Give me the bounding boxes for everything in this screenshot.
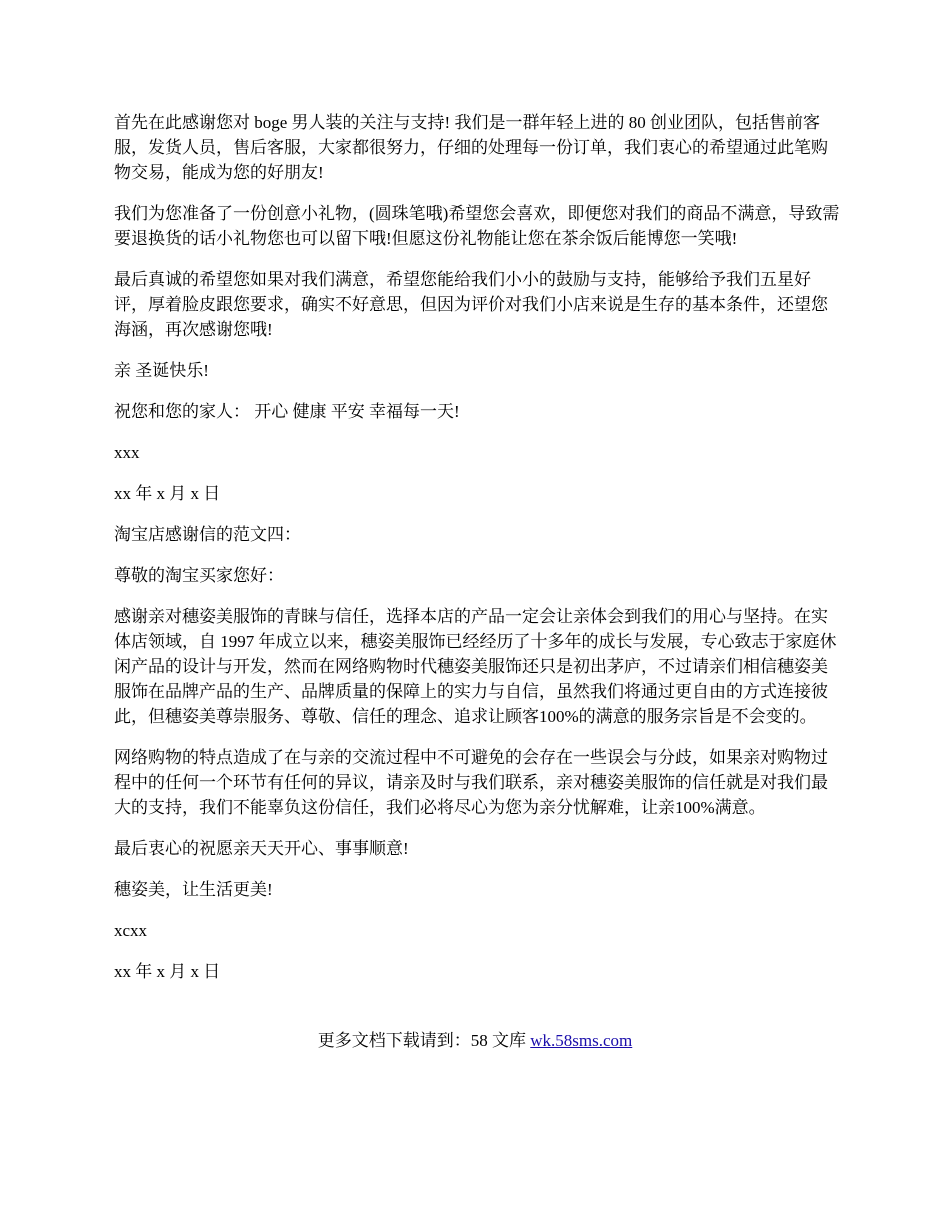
paragraph-family-wishes: 祝您和您的家人： 开心 健康 平安 幸福每一天!	[114, 402, 460, 421]
paragraph-online-shopping: 网络购物的特点造成了在与亲的交流过程中不可避免的会存在一些误会与分歧，如果亲对购物过程中的任何一个环节有任何的异议，请亲及时与我们联系，亲对穗姿美服饰的信任就是对我们最大的支持，我们不能辜负这份信任，我们必将尽心为您为亲分忧解难，让亲100%满意。	[114, 748, 828, 817]
brand-slogan: 穗姿美，让生活更美!	[114, 880, 273, 899]
signature-date-2: xx 年 x 月 x 日	[114, 962, 221, 981]
download-footer	[0, 1028, 950, 1053]
paragraph-christmas-greeting: 亲 圣诞快乐!	[114, 361, 209, 380]
footer-prefix: 更多文档下载请到：58 文库	[317, 1031, 531, 1050]
signature-date: xx 年 x 月 x 日	[114, 484, 221, 503]
paragraph-gift: 我们为您准备了一份创意小礼物，(圆珠笔哦)希望您会喜欢，即便您对我们的商品不满意，导致需要退换货的话小礼物您也可以留下哦!但愿这份礼物能让您在茶余饭后能博您一笑哦!	[114, 204, 840, 248]
salutation: 尊敬的淘宝买家您好：	[114, 566, 284, 585]
footer-link[interactable]: wk.58sms.com	[530, 1031, 633, 1050]
document-body	[114, 110, 840, 1000]
section-heading-example-four: 淘宝店感谢信的范文四：	[114, 525, 301, 544]
signature-name-2: xcxx	[114, 921, 148, 940]
paragraph-intro-thanks: 首先在此感谢您对 boge 男人装的关注与支持! 我们是一群年轻上进的 80 创业团队，包括售前客服，发货人员，售后客服，大家都很努力，仔细的处理每一份订单，我们衷心的希望通过此笔购物交易，能成为您的好朋友!	[114, 113, 828, 182]
paragraph-review-request: 最后真诚的希望您如果对我们满意，希望您能给我们小小的鼓励与支持，能够给予我们五星好评，厚着脸皮跟您要求，确实不好意思，但因为评价对我们小店来说是生存的基本条件，还望您海涵，再次感谢您哦!	[114, 270, 828, 339]
signature-name: xxx	[114, 443, 140, 462]
paragraph-final-wishes: 最后衷心的祝愿亲天天开心、事事顺意!	[114, 839, 409, 858]
paragraph-brand-story: 感谢亲对穗姿美服饰的青睐与信任，选择本店的产品一定会让亲体会到我们的用心与坚持。在实体店领域，自 1997 年成立以来，穗姿美服饰已经经历了十多年的成长与发展，专心致志于家庭休闲产品的设计与开发，然而在网络购物时代穗姿美服饰还只是初出茅庐，不过请亲们相信穗姿美服饰在品牌产品的生产、品牌质量的保障上的实力与自信，虽然我们将通过更自由的方式连接彼此，但穗姿美尊崇服务、尊敬、信任的理念、追求让顾客100%的满意的服务宗旨是不会变的。	[114, 607, 837, 726]
